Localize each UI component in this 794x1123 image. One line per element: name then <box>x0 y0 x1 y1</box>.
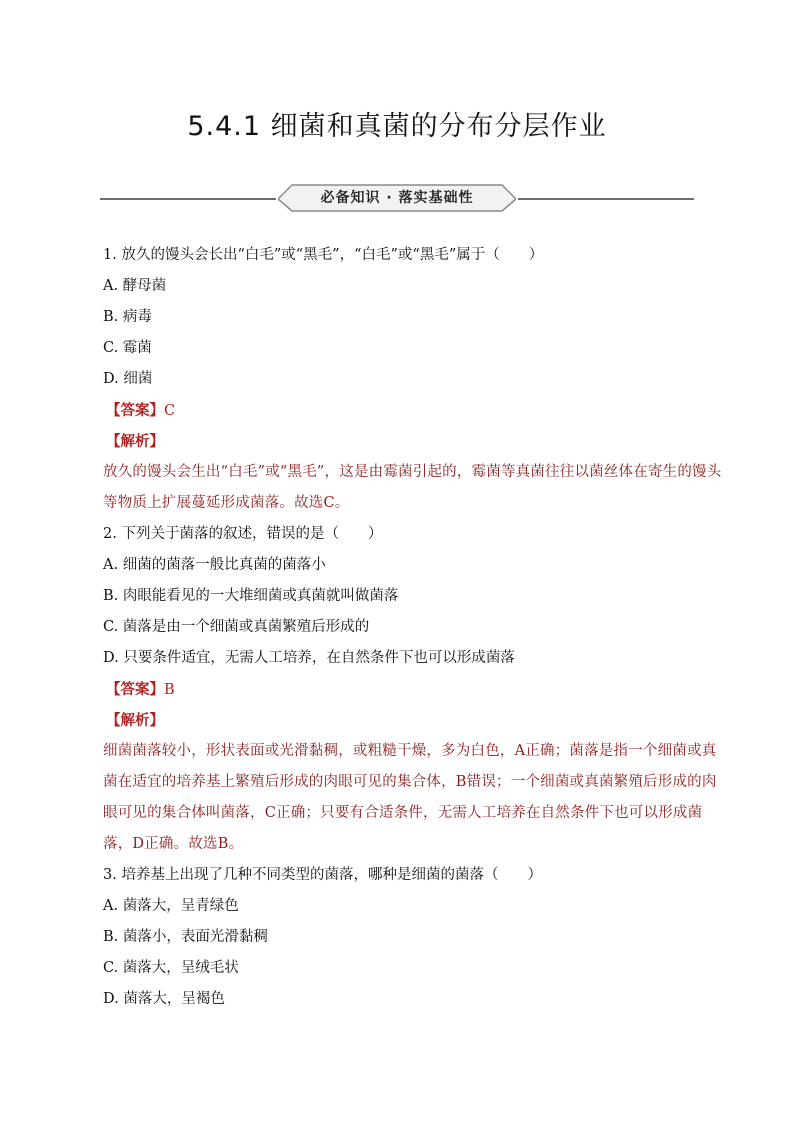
question-2-option-b: B. 肉眼能看见的一大堆细菌或真菌就叫做菌落 <box>103 588 399 604</box>
banner-line-left <box>100 198 276 200</box>
section-label <box>278 184 516 212</box>
question-3-option-d: D. 菌落大，呈褐色 <box>103 991 225 1007</box>
answer-tag: 【答案】 <box>106 402 164 419</box>
question-1-stem: 1. 放久的馒头会长出“白毛”或“黑毛”，“白毛”或“黑毛”属于（ ） <box>103 247 544 263</box>
question-1-option-d: D. 细菌 <box>103 371 153 387</box>
question-3-option-a: A. 菌落大，呈青绿色 <box>103 898 239 914</box>
question-2-option-c: C. 菌落是由一个细菌或真菌繁殖后形成的 <box>103 619 370 635</box>
question-list <box>103 240 723 1015</box>
answer-value: B <box>164 682 175 698</box>
question-1-option-b: B. 病毒 <box>103 309 152 325</box>
answer-tag: 【答案】 <box>106 681 164 698</box>
section-label-text: 必备知识 · 落实基础性 <box>320 190 474 206</box>
question-3-option-b: B. 菌落小，表面光滑黏稠 <box>103 929 268 945</box>
question-1-option-c: C. 霉菌 <box>103 340 152 356</box>
question-1-analysis-header <box>103 426 723 457</box>
page-title: 5.4.1 细菌和真菌的分布分层作业 <box>187 111 607 142</box>
banner-line-right <box>518 198 694 200</box>
question-2-option-a: A. 细菌的菌落一般比真菌的菌落小 <box>103 557 326 573</box>
question-2-analysis-header <box>103 705 723 736</box>
question-2-analysis: 细菌菌落较小，形状表面或光滑黏稠，或粗糙干燥，多为白色，A正确；菌落是指一个细菌或真菌在适宜的培养基上繁殖后形成的肉眼可见的集合体，B错误；一个细菌或真菌繁殖后形成的肉眼可见的集合体叫菌落，C正确；只要有合适条件，无需人工培养在自然条件下也可以形成菌落，D正确。故选B。 <box>103 743 717 852</box>
analysis-tag: 【解析】 <box>106 712 164 729</box>
question-1-option-a: A. 酵母菌 <box>103 278 167 294</box>
question-1-answer <box>103 395 723 426</box>
question-2-option-d: D. 只要条件适宜，无需人工培养，在自然条件下也可以形成菌落 <box>103 650 515 666</box>
answer-value: C <box>164 403 176 419</box>
question-2-stem: 2. 下列关于菌落的叙述，错误的是（ ） <box>103 526 383 542</box>
question-2-answer <box>103 674 723 705</box>
question-3-stem: 3. 培养基上出现了几种不同类型的菌落，哪种是细菌的菌落（ ） <box>103 867 542 883</box>
section-banner <box>100 184 694 214</box>
analysis-tag: 【解析】 <box>106 433 164 450</box>
question-1-analysis: 放久的馒头会生出“白毛”或“黑毛”，这是由霉菌引起的，霉菌等真菌往往以菌丝体在寄生的馒头等物质上扩展蔓延形成菌落。故选C。 <box>103 464 722 511</box>
question-3-option-c: C. 菌落大，呈绒毛状 <box>103 960 239 976</box>
